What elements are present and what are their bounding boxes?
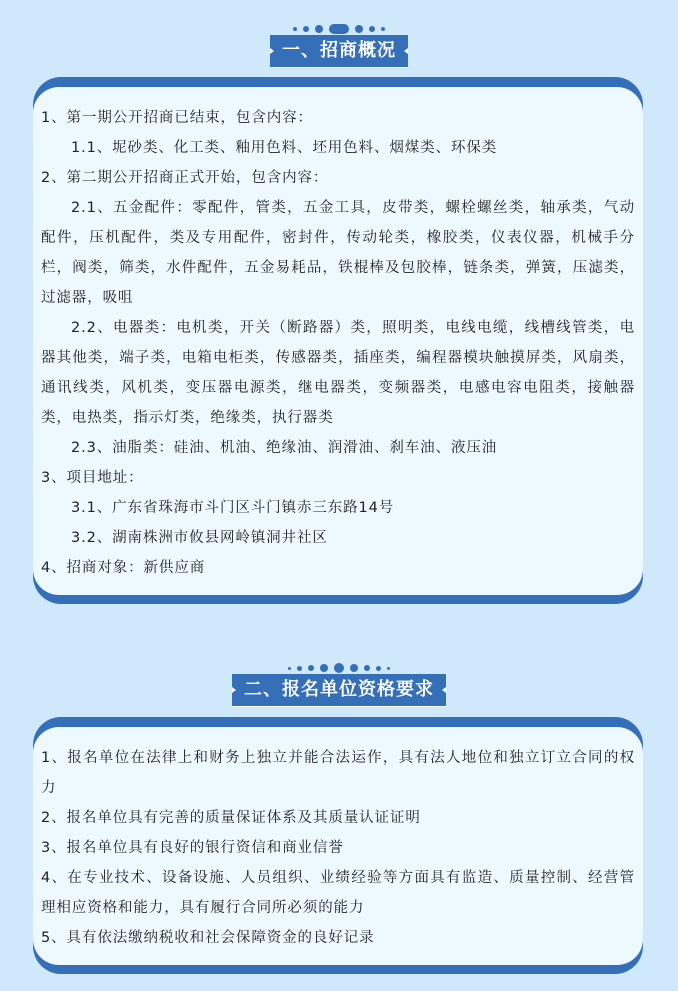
list-item: 4、招商对象：新供应商 [41,560,206,576]
list-item: 1.1、坭砂类、化工类、釉用色料、坯用色料、烟煤类、环保类 [71,140,498,156]
list-item: 1、报名单位在法律上和财务上独立并能合法运作，具有法人地位和独立订立合同的权力 [41,750,635,796]
list-item: 3、报名单位具有良好的银行资信和商业信誉 [41,840,344,856]
list-item: 2、报名单位具有完善的质量保证体系及其质量认证证明 [41,810,421,826]
list-item: 1、第一期公开招商已结束，包含内容： [41,110,313,126]
list-item: 2.2、电器类：电机类，开关（断路器）类，照明类，电线电缆，线槽线管类，电器其他类，端子类，电箱电柜类，传感器类，插座类，编程器模块触摸屏类，风扇类，通讯线类，风机类，变压器电源类，继电器类，变频器类，电感电容电阻类，接触器类，电热类，指示灯类，绝缘类，执行器类 [41,320,635,426]
list-item: 2、第二期公开招商正式开始，包含内容： [41,170,329,186]
list-item: 2.1、五金配件：零配件，管类，五金工具，皮带类，螺栓螺丝类，轴承类，气动配件，压机配件，类及专用配件，密封件，传动轮类，橡胶类，仪表仪器，机械手分栏，阀类，筛类，水件配件，五金易耗品，铁棍棒及包胶棒，链条类，弹簧，压滤类，过滤器，吸咀 [41,200,635,306]
qualifications-content [33,727,643,965]
list-item: 5、具有依法缴纳税收和社会保障资金的良好记录 [41,930,375,946]
list-item: 2.3、油脂类：硅油、机油、绝缘油、润滑油、刹车油、液压油 [71,440,498,456]
list-item: 3.1、广东省珠海市斗门区斗门镇赤三东路14号 [71,500,395,516]
list-item: 3、项目地址： [41,470,144,486]
list-item: 4、在专业技术、设备设施、人员组织、业绩经验等方面具有监造、质量控制、经营管理相应资格和能力，具有履行合同所必须的能力 [41,870,635,916]
decorative-dots [0,24,678,34]
section-title-overview: 一、招商概况 [270,35,408,68]
section-title-qualifications: 二、报名单位资格要求 [232,674,446,707]
overview-content [33,87,643,595]
list-item: 3.2、湖南株洲市攸县网岭镇洞井社区 [71,530,328,546]
qualifications-card [33,717,643,974]
overview-card [33,77,643,604]
decorative-dots [0,663,678,673]
